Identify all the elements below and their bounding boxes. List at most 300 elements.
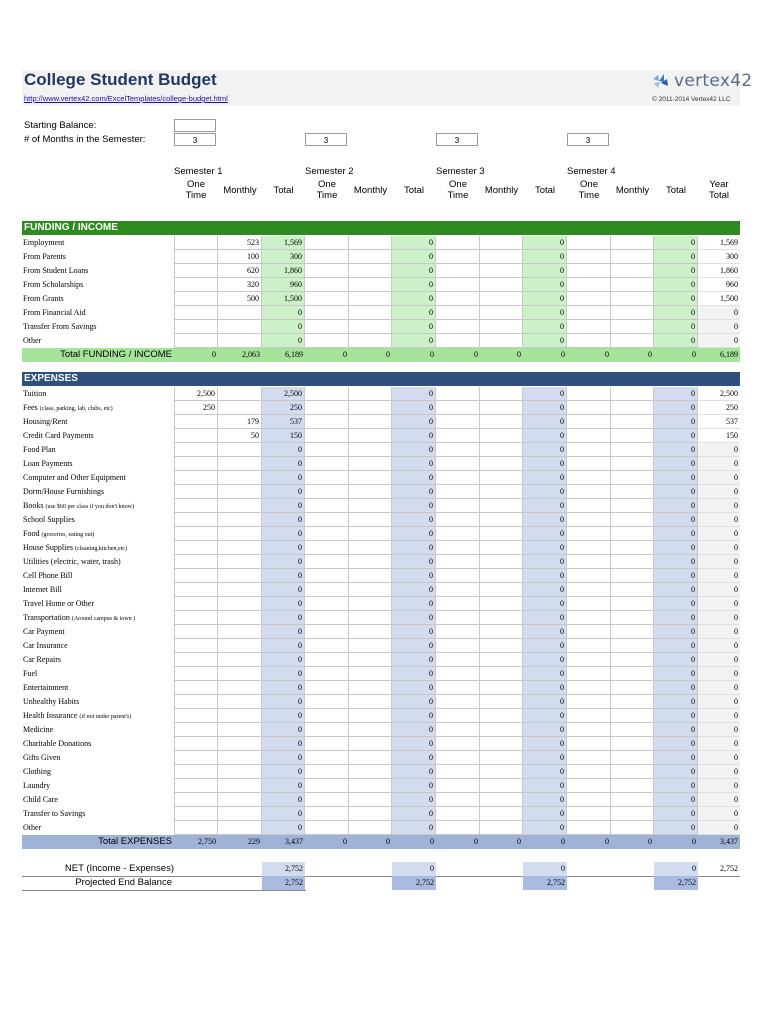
value-cell[interactable] [567, 334, 611, 348]
value-cell[interactable] [218, 597, 262, 611]
value-cell[interactable] [480, 401, 523, 415]
value-cell[interactable] [480, 499, 523, 513]
value-cell[interactable] [174, 709, 218, 723]
value-cell[interactable] [174, 779, 218, 793]
value-cell[interactable] [480, 264, 523, 278]
value-cell[interactable] [174, 250, 218, 264]
value-cell[interactable] [480, 667, 523, 681]
value-cell[interactable] [174, 485, 218, 499]
value-cell[interactable] [480, 415, 523, 429]
value-cell[interactable]: 50 [218, 429, 262, 443]
value-cell[interactable] [305, 306, 349, 320]
value-cell[interactable]: 250 [174, 401, 218, 415]
value-cell[interactable] [567, 306, 611, 320]
value-cell[interactable] [305, 471, 349, 485]
value-cell[interactable] [305, 513, 349, 527]
value-cell[interactable] [611, 611, 654, 625]
months-input-semester-2[interactable]: 3 [305, 133, 347, 146]
value-cell[interactable] [567, 681, 611, 695]
value-cell[interactable] [349, 334, 392, 348]
value-cell[interactable] [174, 264, 218, 278]
value-cell[interactable] [611, 250, 654, 264]
value-cell[interactable] [611, 709, 654, 723]
value-cell[interactable] [349, 695, 392, 709]
value-cell[interactable]: 523 [218, 236, 262, 250]
value-cell[interactable] [174, 555, 218, 569]
value-cell[interactable] [218, 625, 262, 639]
value-cell[interactable] [567, 555, 611, 569]
value-cell[interactable] [218, 737, 262, 751]
value-cell[interactable] [436, 236, 480, 250]
value-cell[interactable] [349, 541, 392, 555]
value-cell[interactable] [305, 387, 349, 401]
value-cell[interactable] [480, 306, 523, 320]
value-cell[interactable] [436, 264, 480, 278]
value-cell[interactable] [305, 653, 349, 667]
value-cell[interactable] [218, 499, 262, 513]
value-cell[interactable] [611, 334, 654, 348]
value-cell[interactable] [349, 471, 392, 485]
value-cell[interactable] [436, 695, 480, 709]
value-cell[interactable] [567, 236, 611, 250]
value-cell[interactable] [174, 583, 218, 597]
value-cell[interactable] [218, 513, 262, 527]
value-cell[interactable] [436, 779, 480, 793]
value-cell[interactable] [567, 723, 611, 737]
value-cell[interactable] [305, 443, 349, 457]
value-cell[interactable] [436, 821, 480, 835]
value-cell[interactable] [218, 611, 262, 625]
value-cell[interactable] [567, 429, 611, 443]
value-cell[interactable] [174, 236, 218, 250]
value-cell[interactable] [480, 779, 523, 793]
value-cell[interactable] [436, 320, 480, 334]
value-cell[interactable] [349, 527, 392, 541]
value-cell[interactable] [174, 306, 218, 320]
value-cell[interactable] [305, 499, 349, 513]
value-cell[interactable] [611, 264, 654, 278]
value-cell[interactable] [305, 681, 349, 695]
value-cell[interactable] [218, 751, 262, 765]
value-cell[interactable] [611, 751, 654, 765]
value-cell[interactable] [349, 779, 392, 793]
value-cell[interactable] [480, 681, 523, 695]
value-cell[interactable] [567, 779, 611, 793]
value-cell[interactable] [480, 695, 523, 709]
value-cell[interactable] [436, 569, 480, 583]
value-cell[interactable]: 320 [218, 278, 262, 292]
value-cell[interactable] [218, 387, 262, 401]
value-cell[interactable] [305, 597, 349, 611]
value-cell[interactable] [611, 443, 654, 457]
value-cell[interactable] [436, 292, 480, 306]
value-cell[interactable] [567, 583, 611, 597]
value-cell[interactable] [436, 334, 480, 348]
value-cell[interactable] [218, 401, 262, 415]
value-cell[interactable]: 620 [218, 264, 262, 278]
value-cell[interactable] [436, 611, 480, 625]
value-cell[interactable] [305, 765, 349, 779]
value-cell[interactable] [305, 264, 349, 278]
value-cell[interactable] [174, 541, 218, 555]
value-cell[interactable] [174, 793, 218, 807]
value-cell[interactable] [436, 765, 480, 779]
value-cell[interactable] [611, 639, 654, 653]
value-cell[interactable] [174, 457, 218, 471]
value-cell[interactable] [611, 513, 654, 527]
value-cell[interactable] [611, 401, 654, 415]
value-cell[interactable] [174, 527, 218, 541]
value-cell[interactable] [436, 625, 480, 639]
value-cell[interactable] [480, 765, 523, 779]
value-cell[interactable] [567, 278, 611, 292]
value-cell[interactable] [611, 415, 654, 429]
value-cell[interactable] [218, 485, 262, 499]
value-cell[interactable] [611, 457, 654, 471]
value-cell[interactable] [480, 292, 523, 306]
value-cell[interactable] [305, 569, 349, 583]
value-cell[interactable] [480, 236, 523, 250]
value-cell[interactable] [218, 527, 262, 541]
value-cell[interactable] [349, 236, 392, 250]
value-cell[interactable] [349, 625, 392, 639]
value-cell[interactable] [567, 457, 611, 471]
value-cell[interactable] [436, 278, 480, 292]
value-cell[interactable] [480, 597, 523, 611]
value-cell[interactable] [611, 807, 654, 821]
value-cell[interactable] [480, 625, 523, 639]
value-cell[interactable] [349, 611, 392, 625]
value-cell[interactable] [436, 653, 480, 667]
value-cell[interactable] [174, 639, 218, 653]
value-cell[interactable] [611, 793, 654, 807]
value-cell[interactable] [611, 597, 654, 611]
value-cell[interactable] [611, 695, 654, 709]
value-cell[interactable] [174, 429, 218, 443]
value-cell[interactable] [480, 653, 523, 667]
value-cell[interactable] [436, 751, 480, 765]
value-cell[interactable] [567, 292, 611, 306]
value-cell[interactable] [567, 250, 611, 264]
months-input-semester-3[interactable]: 3 [436, 133, 478, 146]
value-cell[interactable] [480, 737, 523, 751]
value-cell[interactable] [436, 499, 480, 513]
value-cell[interactable]: 179 [218, 415, 262, 429]
value-cell[interactable] [174, 320, 218, 334]
value-cell[interactable] [567, 415, 611, 429]
value-cell[interactable] [349, 250, 392, 264]
value-cell[interactable] [436, 709, 480, 723]
value-cell[interactable] [218, 583, 262, 597]
value-cell[interactable] [436, 681, 480, 695]
value-cell[interactable] [349, 737, 392, 751]
value-cell[interactable] [480, 457, 523, 471]
value-cell[interactable] [218, 723, 262, 737]
value-cell[interactable] [480, 793, 523, 807]
value-cell[interactable] [611, 723, 654, 737]
value-cell[interactable] [349, 723, 392, 737]
value-cell[interactable] [567, 793, 611, 807]
value-cell[interactable] [480, 513, 523, 527]
value-cell[interactable] [305, 807, 349, 821]
value-cell[interactable] [174, 443, 218, 457]
value-cell[interactable] [349, 278, 392, 292]
value-cell[interactable] [567, 625, 611, 639]
value-cell[interactable] [174, 695, 218, 709]
value-cell[interactable] [174, 415, 218, 429]
value-cell[interactable] [436, 387, 480, 401]
value-cell[interactable] [218, 306, 262, 320]
value-cell[interactable] [305, 334, 349, 348]
value-cell[interactable] [436, 667, 480, 681]
value-cell[interactable] [218, 793, 262, 807]
value-cell[interactable] [305, 457, 349, 471]
value-cell[interactable] [174, 765, 218, 779]
value-cell[interactable] [174, 334, 218, 348]
value-cell[interactable] [218, 541, 262, 555]
value-cell[interactable] [480, 709, 523, 723]
value-cell[interactable] [174, 597, 218, 611]
value-cell[interactable] [567, 264, 611, 278]
value-cell[interactable] [480, 639, 523, 653]
value-cell[interactable] [349, 821, 392, 835]
value-cell[interactable] [349, 401, 392, 415]
value-cell[interactable] [611, 292, 654, 306]
value-cell[interactable] [305, 236, 349, 250]
value-cell[interactable] [611, 667, 654, 681]
value-cell[interactable] [567, 667, 611, 681]
value-cell[interactable] [480, 250, 523, 264]
value-cell[interactable]: 500 [218, 292, 262, 306]
value-cell[interactable] [305, 415, 349, 429]
value-cell[interactable] [567, 709, 611, 723]
value-cell[interactable] [567, 401, 611, 415]
value-cell[interactable] [611, 429, 654, 443]
value-cell[interactable]: 2,500 [174, 387, 218, 401]
value-cell[interactable] [305, 625, 349, 639]
months-input-semester-4[interactable]: 3 [567, 133, 609, 146]
value-cell[interactable] [218, 334, 262, 348]
value-cell[interactable] [349, 681, 392, 695]
starting-balance-input[interactable] [174, 119, 216, 132]
value-cell[interactable] [218, 320, 262, 334]
value-cell[interactable] [174, 292, 218, 306]
value-cell[interactable] [305, 541, 349, 555]
value-cell[interactable] [436, 639, 480, 653]
value-cell[interactable] [567, 485, 611, 499]
value-cell[interactable] [174, 723, 218, 737]
value-cell[interactable] [218, 779, 262, 793]
value-cell[interactable] [611, 779, 654, 793]
value-cell[interactable] [174, 278, 218, 292]
value-cell[interactable] [611, 320, 654, 334]
value-cell[interactable] [349, 765, 392, 779]
value-cell[interactable] [567, 499, 611, 513]
value-cell[interactable] [349, 264, 392, 278]
value-cell[interactable] [480, 471, 523, 485]
value-cell[interactable] [305, 401, 349, 415]
value-cell[interactable] [218, 639, 262, 653]
value-cell[interactable] [305, 611, 349, 625]
value-cell[interactable] [305, 278, 349, 292]
value-cell[interactable] [349, 667, 392, 681]
value-cell[interactable] [436, 793, 480, 807]
value-cell[interactable]: 100 [218, 250, 262, 264]
value-cell[interactable] [174, 513, 218, 527]
value-cell[interactable] [174, 681, 218, 695]
months-input-semester-1[interactable]: 3 [174, 133, 216, 146]
value-cell[interactable] [305, 485, 349, 499]
value-cell[interactable] [349, 639, 392, 653]
value-cell[interactable] [218, 667, 262, 681]
value-cell[interactable] [349, 292, 392, 306]
template-link[interactable]: http://www.vertex42.com/ExcelTemplates/college-budget.html [24, 94, 228, 103]
value-cell[interactable] [218, 709, 262, 723]
value-cell[interactable] [305, 779, 349, 793]
value-cell[interactable] [436, 541, 480, 555]
value-cell[interactable] [218, 765, 262, 779]
value-cell[interactable] [436, 250, 480, 264]
value-cell[interactable] [349, 443, 392, 457]
value-cell[interactable] [436, 306, 480, 320]
value-cell[interactable] [480, 583, 523, 597]
value-cell[interactable] [305, 709, 349, 723]
value-cell[interactable] [611, 765, 654, 779]
value-cell[interactable] [349, 597, 392, 611]
value-cell[interactable] [567, 541, 611, 555]
value-cell[interactable] [611, 653, 654, 667]
value-cell[interactable] [218, 457, 262, 471]
value-cell[interactable] [480, 751, 523, 765]
value-cell[interactable] [436, 443, 480, 457]
value-cell[interactable] [174, 737, 218, 751]
value-cell[interactable] [611, 527, 654, 541]
value-cell[interactable] [436, 583, 480, 597]
value-cell[interactable] [611, 821, 654, 835]
value-cell[interactable] [480, 485, 523, 499]
value-cell[interactable] [436, 527, 480, 541]
value-cell[interactable] [436, 597, 480, 611]
value-cell[interactable] [567, 443, 611, 457]
value-cell[interactable] [611, 306, 654, 320]
value-cell[interactable] [305, 292, 349, 306]
value-cell[interactable] [480, 320, 523, 334]
value-cell[interactable] [174, 821, 218, 835]
value-cell[interactable] [305, 527, 349, 541]
value-cell[interactable] [436, 415, 480, 429]
value-cell[interactable] [436, 429, 480, 443]
value-cell[interactable] [305, 751, 349, 765]
value-cell[interactable] [611, 555, 654, 569]
value-cell[interactable] [480, 611, 523, 625]
value-cell[interactable] [567, 639, 611, 653]
value-cell[interactable] [349, 499, 392, 513]
value-cell[interactable] [567, 765, 611, 779]
value-cell[interactable] [349, 429, 392, 443]
value-cell[interactable] [305, 583, 349, 597]
value-cell[interactable] [305, 821, 349, 835]
value-cell[interactable] [305, 737, 349, 751]
value-cell[interactable] [567, 569, 611, 583]
value-cell[interactable] [436, 807, 480, 821]
value-cell[interactable] [567, 807, 611, 821]
value-cell[interactable] [174, 667, 218, 681]
value-cell[interactable] [349, 709, 392, 723]
value-cell[interactable] [218, 443, 262, 457]
value-cell[interactable] [349, 306, 392, 320]
value-cell[interactable] [611, 681, 654, 695]
value-cell[interactable] [349, 387, 392, 401]
value-cell[interactable] [218, 653, 262, 667]
value-cell[interactable] [436, 555, 480, 569]
value-cell[interactable] [174, 499, 218, 513]
value-cell[interactable] [174, 611, 218, 625]
value-cell[interactable] [611, 625, 654, 639]
value-cell[interactable] [480, 821, 523, 835]
value-cell[interactable] [567, 751, 611, 765]
value-cell[interactable] [567, 821, 611, 835]
value-cell[interactable] [567, 527, 611, 541]
value-cell[interactable] [480, 807, 523, 821]
value-cell[interactable] [611, 541, 654, 555]
value-cell[interactable] [480, 278, 523, 292]
value-cell[interactable] [218, 681, 262, 695]
value-cell[interactable] [349, 485, 392, 499]
value-cell[interactable] [174, 569, 218, 583]
value-cell[interactable] [611, 737, 654, 751]
value-cell[interactable] [436, 513, 480, 527]
value-cell[interactable] [567, 695, 611, 709]
value-cell[interactable] [436, 471, 480, 485]
value-cell[interactable] [567, 387, 611, 401]
value-cell[interactable] [349, 807, 392, 821]
value-cell[interactable] [436, 457, 480, 471]
value-cell[interactable] [349, 751, 392, 765]
value-cell[interactable] [480, 541, 523, 555]
value-cell[interactable] [349, 793, 392, 807]
value-cell[interactable] [611, 278, 654, 292]
value-cell[interactable] [349, 513, 392, 527]
value-cell[interactable] [305, 793, 349, 807]
value-cell[interactable] [611, 485, 654, 499]
value-cell[interactable] [218, 695, 262, 709]
value-cell[interactable] [567, 597, 611, 611]
value-cell[interactable] [480, 527, 523, 541]
value-cell[interactable] [480, 387, 523, 401]
value-cell[interactable] [305, 250, 349, 264]
value-cell[interactable] [567, 737, 611, 751]
value-cell[interactable] [305, 555, 349, 569]
value-cell[interactable] [174, 807, 218, 821]
value-cell[interactable] [218, 807, 262, 821]
value-cell[interactable] [174, 653, 218, 667]
value-cell[interactable] [611, 569, 654, 583]
value-cell[interactable] [480, 429, 523, 443]
value-cell[interactable] [480, 723, 523, 737]
value-cell[interactable] [349, 569, 392, 583]
value-cell[interactable] [218, 471, 262, 485]
value-cell[interactable] [480, 443, 523, 457]
value-cell[interactable] [480, 569, 523, 583]
value-cell[interactable] [305, 320, 349, 334]
value-cell[interactable] [305, 639, 349, 653]
value-cell[interactable] [305, 695, 349, 709]
value-cell[interactable] [349, 555, 392, 569]
value-cell[interactable] [349, 320, 392, 334]
value-cell[interactable] [436, 723, 480, 737]
value-cell[interactable] [567, 320, 611, 334]
value-cell[interactable] [218, 555, 262, 569]
